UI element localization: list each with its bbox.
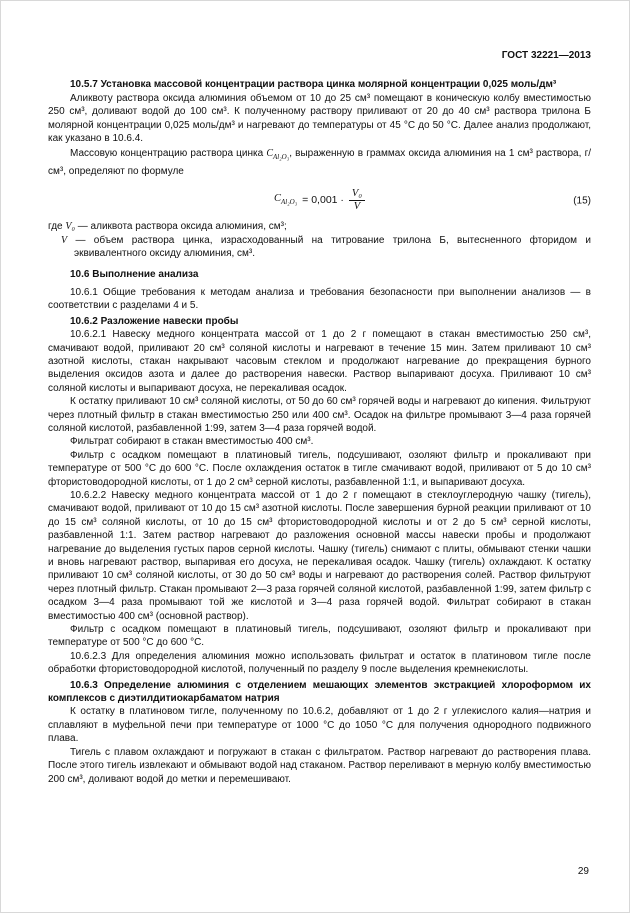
para-10-6-2-2: 10.6.2.2 Навеску медного концентрата массой от 1 до 2 г помещают в стеклоуглеродную чашку (тигель), смачивают водой, приливают от 10 до 15 см³ азотной кислоты. После завершения бурной реакции приливают от 10 до 15 см³ соляной кислоты, от 10 до 15 см³ фтористоводородной кислоты и от 2 до 5 см³ серной кислоты, разбавленной 1:1. Затем раствор нагревают до разложения основной массы навески пробы и продолжают нагревание до выделения густых паров серной кислоты. Чашку (тигель) снимают с плиты, обмывают стенки чашки и вновь нагревают раствор, выпаривая его досуха, не перекаливая осадок. Чашку (тигель) охлаждают. К остатку приливают 10 см³ соляной кислоты, от 30 до 50 см³ воды и нагревают до растворения солей. Раствор фильтруют через плотный фильтр. Стакан промывают 2—3 раза горячей соляной кислотой, разбавленной 1:99, затем фильтр с осадком 3—4 раза промывают той же кислотой и 3—4 раза горячей водой. Фильтрат собирают в стакан вместимостью 400 см³ (основной раствор). <box>48 489 591 622</box>
where-intro: где <box>48 221 63 233</box>
para-filter-crucible-2: Фильтр с осадком помещают в платиновый тигель, подсушивают, озоляют фильтр и прокаливают при температуре от 500 °С до 600 °С. <box>48 624 591 649</box>
heading-10-6: 10.6 Выполнение анализа <box>70 269 199 281</box>
formula-var-c: C <box>274 193 282 204</box>
formula-equals-coefficient: = 0,001 · <box>302 194 344 207</box>
para-aliquot: Аликвоту раствора оксида алюминия объемом от 10 до 25 см³ помещают в коническую колбу вместимостью 250 см³, доливают водой до 100 см³. К полученному раствору приливают от 20 до 40 см³ раствора трилона Б молярной концентрации 0,025 моль/дм³ и нагревают до температуры от 45 °С до 50 °С. Далее анализ продолжают, как указано в 10.6.4. <box>48 92 591 145</box>
para-filter-crucible-1: Фильтр с осадком помещают в платиновый тигель, подсушивают, озоляют фильтр и прокаливают при температуре от 500 °С до 600 °С. После охлаждения остаток в тигле смачивают водой, приливают от 5 до 10 см³ фтористоводородной кислоты, от 1 до 2 см³ серной кислоты, разбавленной 1:1, и выпаривают досуха. <box>48 449 591 488</box>
where-var-v0: V₀ <box>65 221 75 233</box>
formula-fraction-denominator: V <box>353 201 361 213</box>
heading-10-6-3: 10.6.3 Определение алюминия с отделением мешающих элементов экстракцией хлороформом их комплексов с диэтилдитиокарбаматом натрия <box>48 679 591 705</box>
page-number: 29 <box>577 865 589 877</box>
formula-fraction <box>349 188 365 213</box>
where-line-1 <box>48 220 591 233</box>
para-10-6-1: 10.6.1 Общие требования к методам анализа и требования безопасности при выполнении анализов — в соответствии с разделами 4 и 5. <box>48 286 591 312</box>
para-mass-concentration <box>48 147 591 178</box>
inline-formula-var-c-subscript: Al₂O₃ <box>273 153 290 162</box>
para-10-6-2-3: 10.6.2.3 Для определения алюминия можно использовать фильтрат и остаток в платиновом тигле после обработки фтористоводородной кислотой, полученный по разделу 9 после выделения кремнекислоты. <box>48 650 591 676</box>
para-residue: К остатку приливают 10 см³ соляной кислоты, от 50 до 60 см³ горячей воды и нагревают до кипения. Фильтруют через плотный фильтр в стакан вместимостью 250 или 400 см³. Осадок на фильтре промывают 3—4 раза горячей соляной кислотой, разбавленной 1:99, затем 3—4 раза горячей водой. <box>48 396 591 434</box>
heading-10-5-7: 10.5.7 Установка массовой концентрации раствора цинка молярной концентрации 0,025 моль/дм³ <box>70 79 557 91</box>
formula-number: (15) <box>573 195 591 207</box>
where-line-2 <box>48 234 591 261</box>
where-text-v: — объем раствора цинка, израсходованный на титрование трилона Б, вытесненного фторидом и эквивалентного оксиду алюминия, см³. <box>74 234 591 260</box>
formula-var-c-subscript: Al₂O₃ <box>281 198 298 207</box>
para-fusion: К остатку в платиновом тигле, полученному по 10.6.2, добавляют от 1 до 2 г углекислого калия—натрия и сплавляют в муфельной печи при температуре от 1000 °С до 1050 °С для получения однородного подвижного плава. <box>48 706 591 745</box>
heading-10-6-2: 10.6.2 Разложение навески пробы <box>70 315 239 327</box>
formula-lhs <box>274 192 297 210</box>
para-10-6-2-1: 10.6.2.1 Навеску медного концентрата массой от 1 до 2 г помещают в стакан вместимостью 250 см³, смачивают водой, приливают 20 см³ соляной кислоты и нагревают в течение 15 мин. Затем приливают 10 см³ азотной кислоты, стакан накрывают часовым стеклом и продолжают нагревание до прекращения бурного выделения оксидов азота и далее до растворения навески. Раствор выпаривают досуха. Приливают 10 см³ соляной кислоты и выпаривают досуха, не перекаливая осадок. <box>48 329 591 394</box>
doc-code: ГОСТ 32221—2013 <box>501 50 591 61</box>
formula-fraction-numerator: V₀ <box>349 188 365 201</box>
para-melt: Тигель с плавом охлаждают и погружают в стакан с фильтратом. Раствор нагревают до растворения плава. После этого тигель извлекают и обмывают водой над стаканом. Раствор переливают в мерную колбу вместимостью 200 см³, доливают водой до метки и перемешивают. <box>48 746 591 785</box>
para-filtrate: Фильтрат собирают в стакан вместимостью 400 см³. <box>70 436 314 448</box>
para-mass-before: Массовую концентрацию раствора цинка <box>70 148 267 160</box>
formula-15 <box>48 188 591 213</box>
where-var-v: V <box>61 234 68 246</box>
formula-15-body <box>274 188 365 213</box>
para-mass-after: , выраженную в граммах оксида алюминия на 1 см³ раствора, г/см³, определяют по формуле <box>48 148 591 177</box>
where-text-v0: — аликвота раствора оксида алюминия, см³; <box>77 221 287 233</box>
inline-formula-var-c: C <box>266 148 274 160</box>
